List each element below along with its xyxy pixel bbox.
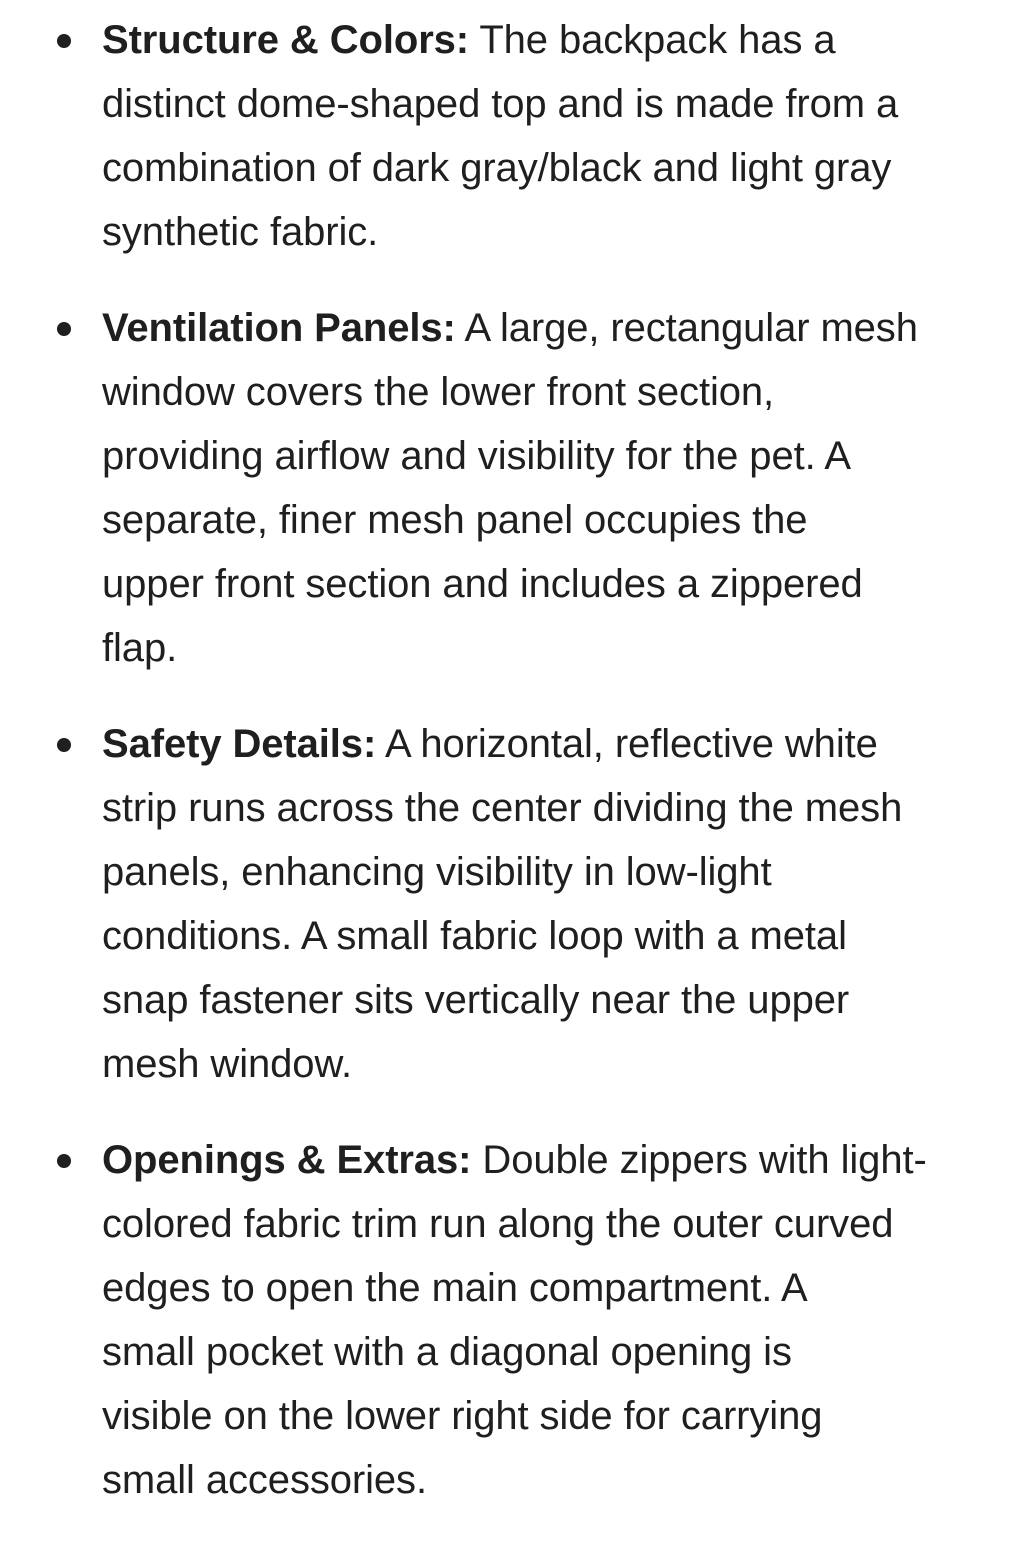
item-line: snap fastener sits vertically near the upper: [102, 978, 850, 1022]
item-line: edges to open the main compartment. A: [102, 1266, 808, 1310]
item-text: [102, 1128, 982, 1512]
item-line: colored fabric trim run along the outer curved: [102, 1202, 894, 1246]
item-line: [102, 712, 982, 776]
item-line-text: Double zippers with light-: [471, 1138, 927, 1182]
item-line: upper front section and includes a zippered: [102, 562, 863, 606]
item-line: strip runs across the center dividing the mesh: [102, 786, 903, 830]
item-line: panels, enhancing visibility in low-light: [102, 850, 772, 894]
bullet-icon: [57, 34, 71, 48]
item-line-text: A large, rectangular mesh: [455, 306, 918, 350]
item-line: window covers the lower front section,: [102, 370, 775, 414]
item-line: mesh window.: [102, 1042, 353, 1086]
item-label: Ventilation Panels:: [102, 306, 456, 350]
item-line-text: A horizontal, reflective white: [376, 722, 878, 766]
item-line: separate, finer mesh panel occupies the: [102, 498, 808, 542]
item-label: Structure & Colors:: [102, 18, 470, 62]
item-text: [102, 296, 982, 680]
item-label: Safety Details:: [102, 722, 377, 766]
bullet-icon: [57, 322, 71, 336]
item-line: providing airflow and visibility for the pet. A: [102, 434, 852, 478]
item-line: [102, 1128, 982, 1192]
item-text: [102, 712, 982, 1096]
item-line: [102, 8, 982, 72]
item-text: [102, 8, 982, 264]
item-line: small pocket with a diagonal opening is: [102, 1330, 792, 1374]
item-line: synthetic fabric.: [102, 210, 379, 254]
item-line: combination of dark gray/black and light gray: [102, 146, 892, 190]
item-line: flap.: [102, 626, 178, 670]
item-line: small accessories.: [102, 1458, 427, 1502]
bullet-icon: [57, 738, 71, 752]
item-line: visible on the lower right side for carrying: [102, 1394, 823, 1438]
item-line-text: The backpack has a: [469, 18, 836, 62]
bullet-icon: [57, 1154, 71, 1168]
item-line: [102, 296, 982, 360]
item-label: Openings & Extras:: [102, 1138, 472, 1182]
item-line: distinct dome-shaped top and is made from a: [102, 82, 899, 126]
item-line: conditions. A small fabric loop with a metal: [102, 914, 847, 958]
